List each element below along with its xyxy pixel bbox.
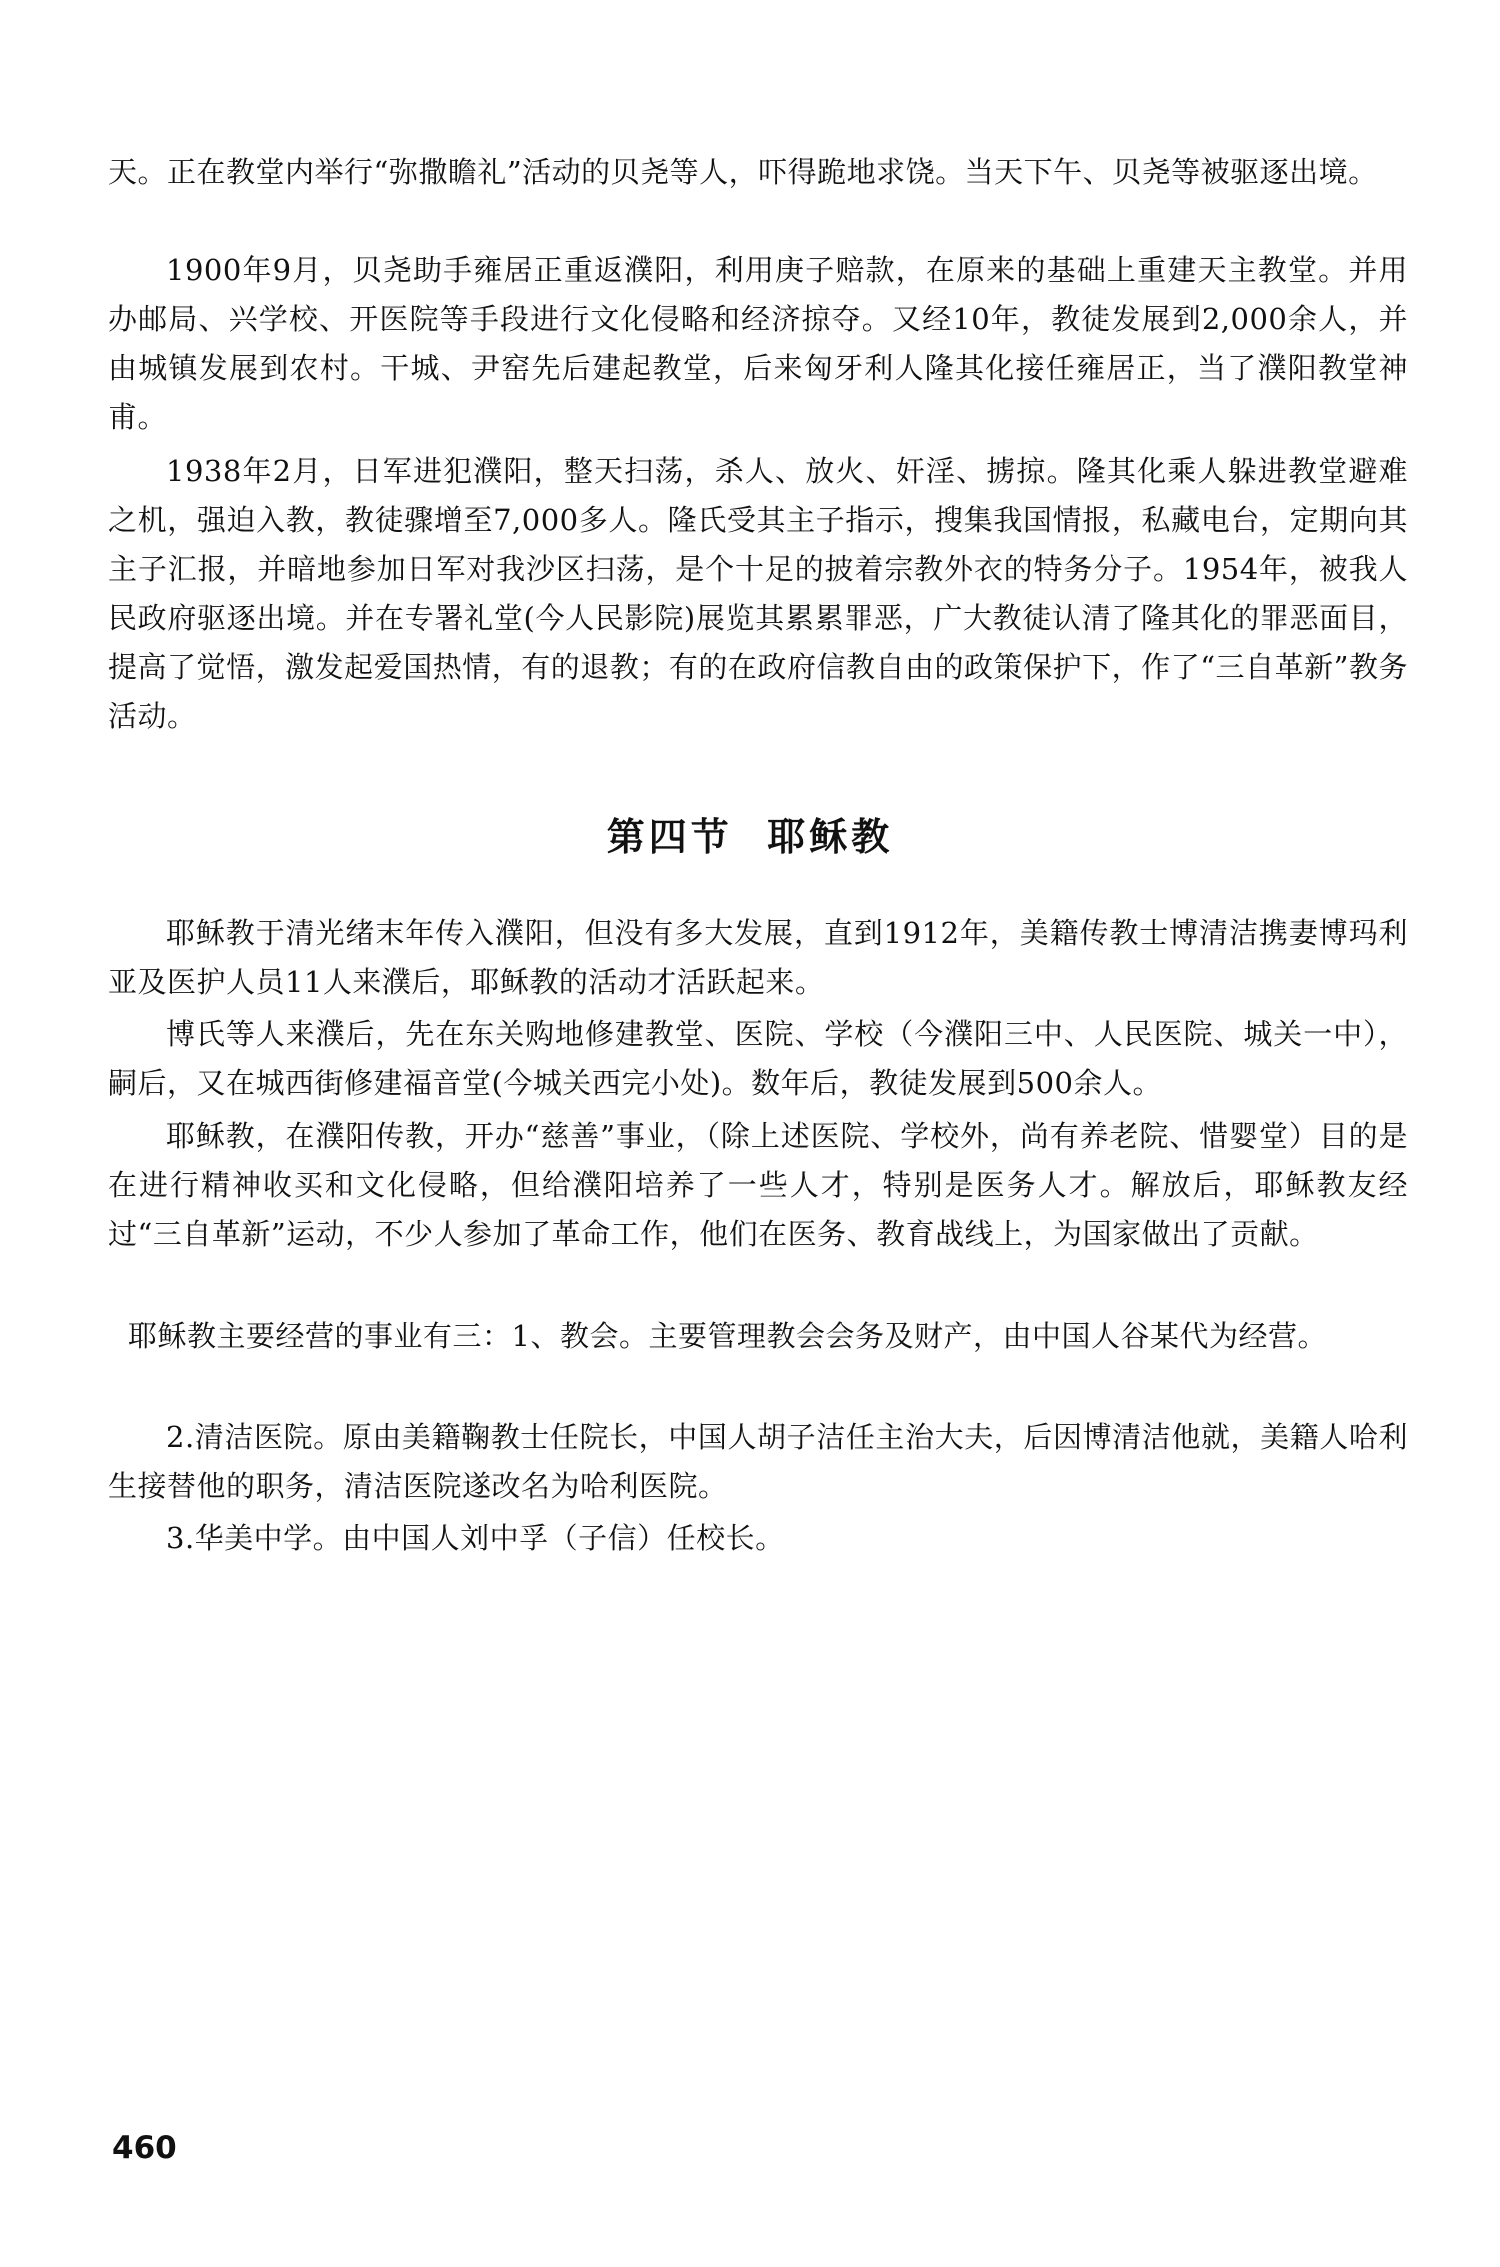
paragraph-bo: 博氏等人来濮后，先在东关购地修建教堂、医院、学校（今濮阳三中、人民医院、城关一中），嗣后，又在城西街修建福音堂(今城关西完小处)。数年后，教徒发展到500余人。 [108, 1017, 1408, 1100]
section-heading: 第四节 耶稣教 [606, 815, 894, 859]
paragraph-intro: 耶稣教于清光绪末年传入濮阳，但没有多大发展，直到1912年，美籍传教士博清洁携妻博玛利亚及医护人员11人来濮后，耶稣教的活动才活跃起来。 [108, 916, 1408, 999]
paragraph-school: 3.华美中学。由中国人刘中孚（子信）任校长。 [166, 1521, 785, 1555]
paragraph-charity: 耶稣教，在濮阳传教，开办“慈善”事业，（除上述医院、学校外，尚有养老院、惜婴堂）目的是在进行精神收买和文化侵略，但给濮阳培养了一些人才，特别是医务人才。解放后，耶稣教友经过“三自革新”运动，不少人参加了革命工作，他们在医务、教育战线上，为国家做出了贡献。 [108, 1119, 1408, 1251]
paragraph-hospital: 2.清洁医院。原由美籍鞠教士任院长，中国人胡子洁任主治大夫，后因博清洁他就，美籍人哈利生接替他的职务，清洁医院遂改名为哈利医院。 [108, 1420, 1408, 1503]
paragraph-1900: 1900年9月，贝尧助手雍居正重返濮阳，利用庚子赔款，在原来的基础上重建天主教堂。并用办邮局、兴学校、开医院等手段进行文化侵略和经济掠夺。又经10年，教徒发展到2,000余人，并由城镇发展到农村。干城、尹窑先后建起教堂，后来匈牙利人隆其化接任雍居正，当了濮阳教堂神甫。 [108, 253, 1408, 434]
paragraph-enterprises: 耶稣教主要经营的事业有三：1、教会。主要管理教会会务及财产，由中国人谷某代为经营。 [128, 1319, 1327, 1353]
paragraph-1938: 1938年2月，日军进犯濮阳，整天扫荡，杀人、放火、奸淫、掳掠。隆其化乘人躲进教堂避难之机，强迫入教，教徒骤增至7,000多人。隆氏受其主子指示，搜集我国情报，私藏电台，定期向其主子汇报，并暗地参加日军对我沙区扫荡，是个十足的披着宗教外衣的特务分子。1954年，被我人民政府驱逐出境。并在专署礼堂(今人民影院)展览其累累罪恶，广大教徒认清了隆其化的罪恶面目，提高了觉悟，激发起爱国热情，有的退教；有的在政府信教自由的政策保护下，作了“三自革新”教务活动。 [108, 454, 1408, 733]
continuation-paragraph: 天。正在教堂内举行“弥撒瞻礼”活动的贝尧等人，吓得跪地求饶。当天下午、贝尧等被驱逐出境。 [108, 155, 1378, 189]
page-number: 460 [112, 2130, 177, 2166]
